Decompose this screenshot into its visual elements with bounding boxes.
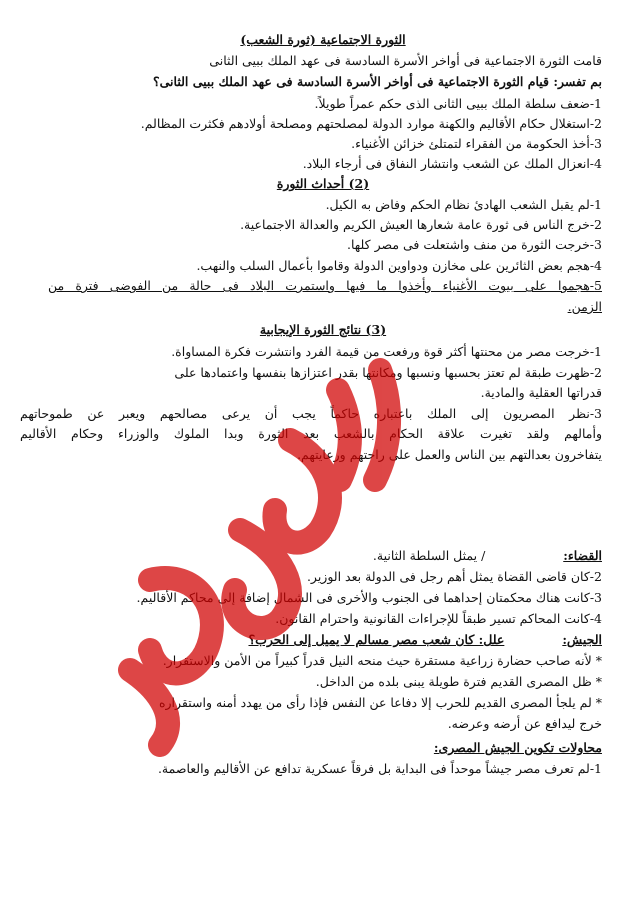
section-heading-results: (3) نتائج الثورة الإيجابية [259,322,387,337]
judiciary-row [44,548,602,564]
judiciary-2: 2-كان قاضى القضاة يمثل أهم رجل فى الدولة بعد الوزير. [306,569,602,584]
army-reason-1: * لأنه صاحب حضارة زراعية مستقرة حيث منحه النيل قدراً كبيراً من الأمن والاستقرار. [162,653,602,668]
army-row [44,632,602,648]
result-3-end: يتفاخرون بعدالتهم بين الناس والعمل على راحتهم ورعايتهم. [297,447,602,462]
attempts-heading: محاولات تكوين الجيش المصرى: [433,740,602,755]
reason-3: 3-أخذ الحكومة من الفقراء لتمتلئ خزائن الأغنياء. [351,136,602,151]
judiciary-label: القضاء: [563,548,602,563]
event-5-continued: الزمن. [567,299,602,314]
judiciary-text: / يمثل السلطة الثانية. [372,548,486,563]
army-reason-2: * ظل المصرى القديم فترة طويلة يبنى بلده من الداخل. [315,674,602,689]
result-2-continued: قدراتها العقلية والمادية. [480,385,602,400]
result-1: 1-خرجت مصر من محنتها أكثر قوة ورفعت من قيمة الفرد وانتشرت فكرة المساواة. [171,344,602,359]
army-reason-3-continued: خرج ليدافع عن أرضه وعرضه. [447,716,602,731]
event-2: 2-خرج الناس فى ثورة عامة شعارها العيش الكريم والعدالة الاجتماعية. [240,217,602,232]
page-title: الثورة الاجتماعية (ثورة الشعب) [240,32,406,47]
army-reason-3: * لم يلجأ المصرى القديم للحرب إلا دفاعا عن النفس فإذا رأى من يهدد أمنه واستقراره [158,695,602,710]
army-question: علل: كان شعب مصر مسالم لا يميل إلى الحرب؟ [248,632,505,647]
event-3: 3-خرجت الثورة من منف واشتعلت فى مصر كلها. [347,237,602,252]
reason-2: 2-استغلال حكام الأقاليم والكهنة موارد الدولة لمصلحتهم ومصلحة أولادهم فكثرت المظالم. [140,116,602,131]
army-label: الجيش: [562,632,602,647]
intro-text: قامت الثورة الاجتماعية فى أواخر الأسرة السادسة فى عهد الملك ببيى الثانى [209,53,602,68]
event-4: 4-هجم بعض الثائرين على مخازن ودواوين الدولة وقاموا بأعمال السلب والنهب. [196,258,602,273]
result-3-continued: وأمالهم ولقد تغيرت علاقة الحكام بالشعب بعد الثورة وبدا الملوك والوزراء وحكام الأقاليم [20,426,602,441]
event-5: 5-هجموا على بيوت الأغنياء وأخذوا ما فيها واستمرت البلاد فى حالة من الفوضى فترة من [48,278,602,293]
attempt-1: 1-لم تعرف مصر جيشاً موحداً فى البداية بل فرقاً عسكرية تدافع عن الأقاليم والعاصمة. [157,761,602,776]
section-heading-events: (2) أحداث الثورة [276,176,370,191]
event-1: 1-لم يقبل الشعب الهادئ نظام الحكم وفاض به الكيل. [325,197,602,212]
judiciary-3: 3-كانت هناك محكمتان إحداهما فى الجنوب والأخرى فى الشمال إضافة إلى محاكم الأقاليم. [136,590,602,605]
reason-1: 1-ضعف سلطة الملك ببيى الثانى الذى حكم عمراً طويلاً. [314,96,602,111]
judiciary-4: 4-كانت المحاكم تسير طبقاً للإجراءات القانونية واحترام القانون. [275,611,602,626]
result-3: 3-نظر المصريون إلى الملك باعتباره حاكماً يجب أن يرعى مصالحهم ويعبر عن طموحاتهم [20,406,602,421]
reason-4: 4-انعزال الملك عن الشعب وانتشار النفاق فى أرجاء البلاد. [302,156,602,171]
result-2: 2-ظهرت طبقة لم تعتز بحسبها ونسبها ومكانتها بقدر اعتزازها بنفسها واعتمادها على [174,365,602,380]
question-1: بم تفسر: قيام الثورة الاجتماعية فى أواخر الأسرة السادسة فى عهد الملك ببيى الثانى؟ [153,74,602,89]
